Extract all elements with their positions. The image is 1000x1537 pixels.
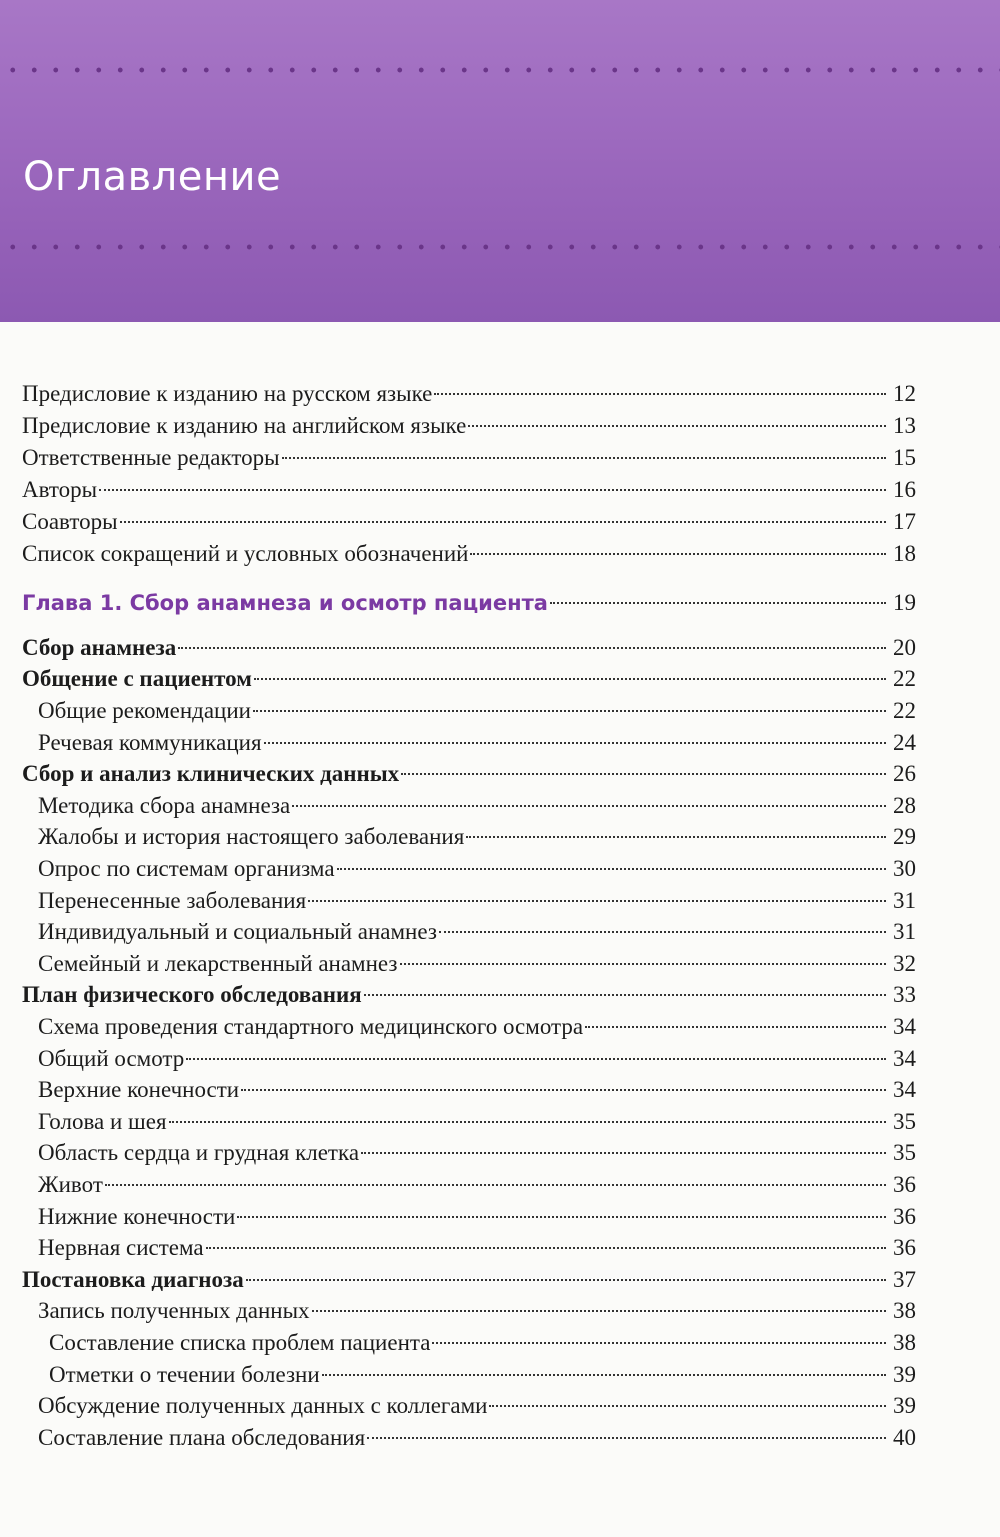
dot-leader <box>254 678 886 680</box>
toc-entry-label: Речевая коммуникация <box>38 730 262 755</box>
toc-entry-page: 34 <box>893 1077 916 1102</box>
toc-entry-label: Составление списка проблем пациента <box>49 1330 431 1355</box>
dotted-border-top <box>0 66 1000 74</box>
toc-entry[interactable] <box>22 506 916 538</box>
toc-entry-page: 22 <box>893 698 916 723</box>
dot-leader <box>400 963 887 965</box>
toc-entry-page: 17 <box>893 509 916 534</box>
toc-entry-page: 30 <box>893 856 916 881</box>
toc-entry-page: 20 <box>893 635 916 660</box>
toc-subsection[interactable] <box>38 1390 916 1422</box>
toc-entry-label: Область сердца и грудная клетка <box>38 1140 360 1165</box>
toc-subsection[interactable] <box>38 1201 916 1233</box>
dot-leader <box>312 1310 886 1312</box>
toc-entry-page: 18 <box>893 541 916 566</box>
header-band <box>0 0 1000 322</box>
toc-entry-page: 37 <box>893 1267 916 1292</box>
dot-leader <box>169 1121 886 1123</box>
dot-leader <box>322 1374 886 1376</box>
dot-leader <box>264 742 886 744</box>
dot-leader <box>246 1279 886 1281</box>
toc-entry-page: 22 <box>893 666 916 691</box>
toc-entry-label: Общение с пациентом <box>22 666 252 691</box>
toc-entry-label: Верхние конечности <box>38 1077 240 1102</box>
toc-entry-page: 31 <box>893 919 916 944</box>
toc-entry-page: 40 <box>893 1425 916 1450</box>
toc-entry-page: 36 <box>893 1204 916 1229</box>
dot-leader <box>292 805 886 807</box>
toc-entry-page: 35 <box>893 1109 916 1134</box>
dot-leader <box>282 457 886 459</box>
toc-entry-page: 34 <box>893 1014 916 1039</box>
dot-leader <box>489 1405 886 1407</box>
toc-entry-label: Предисловие к изданию на русском языке <box>22 381 433 406</box>
toc-entry-page: 15 <box>893 445 916 470</box>
toc-entry[interactable] <box>22 378 916 410</box>
dot-leader <box>367 1437 886 1439</box>
toc-entry-label: Индивидуальный и социальный анамнез <box>38 919 437 944</box>
toc-subsection[interactable] <box>38 790 916 822</box>
toc-entry-page: 24 <box>893 730 916 755</box>
toc-entry-label: Сбор и анализ клинических данных <box>22 761 400 786</box>
toc-entry-label: Сбор анамнеза <box>22 635 177 660</box>
toc-subsection[interactable] <box>38 1295 916 1327</box>
toc-entry-page: 31 <box>893 888 916 913</box>
toc-section[interactable] <box>22 979 916 1011</box>
toc-subsubsection[interactable] <box>49 1359 916 1391</box>
toc-subsection[interactable] <box>38 1011 916 1043</box>
toc-entry-label: Постановка диагноза <box>22 1267 244 1292</box>
toc-section[interactable] <box>22 632 916 664</box>
toc-entry-label: Перенесенные заболевания <box>38 888 307 913</box>
toc-entry-label: Обсуждение полученных данных с коллегами <box>38 1393 488 1418</box>
toc-subsection[interactable] <box>38 1043 916 1075</box>
toc-entry-label: Общие рекомендации <box>38 698 251 723</box>
toc-entry-page: 35 <box>893 1140 916 1165</box>
toc-entry-label: Живот <box>38 1172 103 1197</box>
toc-entry-label: Составление плана обследования <box>38 1425 366 1450</box>
toc-entry-label: Список сокращений и условных обозначений <box>22 541 469 566</box>
toc-entry-page: 13 <box>893 413 916 438</box>
toc-section[interactable] <box>22 758 916 790</box>
toc-entry[interactable] <box>22 442 916 474</box>
toc-subsection[interactable] <box>38 1106 916 1138</box>
toc-entry-label: Опрос по системам организма <box>38 856 335 881</box>
toc-entry-label: Нижние конечности <box>38 1204 236 1229</box>
dot-leader <box>120 521 886 523</box>
toc-entry-label: Запись полученных данных <box>38 1298 310 1323</box>
toc-entry-page: 36 <box>893 1172 916 1197</box>
toc-section[interactable] <box>22 1264 916 1296</box>
toc-subsection[interactable] <box>38 916 916 948</box>
toc-entry-label: Семейный и лекарственный анамнез <box>38 951 398 976</box>
toc-entry-page: 29 <box>893 824 916 849</box>
toc-entry-label: Схема проведения стандартного медицинского осмотра <box>38 1014 584 1039</box>
page-title: Оглавление <box>23 153 282 200</box>
dot-leader <box>178 647 886 649</box>
dot-leader <box>337 868 886 870</box>
dot-leader <box>466 836 886 838</box>
toc-chapter-heading[interactable] <box>22 587 916 619</box>
dot-leader <box>361 1152 886 1154</box>
dot-leader <box>401 773 886 775</box>
toc-subsection[interactable] <box>38 853 916 885</box>
dot-leader <box>105 1184 886 1186</box>
toc-entry-label: Глава 1. Сбор анамнеза и осмотр пациента <box>22 591 548 615</box>
toc-subsection[interactable] <box>38 821 916 853</box>
toc-subsection[interactable] <box>38 695 916 727</box>
dot-leader <box>432 1342 886 1344</box>
toc-entry-label: Методика сбора анамнеза <box>38 793 291 818</box>
toc-entry-label: План физического обследования <box>22 982 362 1007</box>
toc-entry[interactable] <box>22 538 916 570</box>
dot-leader <box>206 1247 886 1249</box>
toc-entry-page: 33 <box>893 982 916 1007</box>
dot-leader <box>470 553 886 555</box>
dot-leader <box>237 1216 886 1218</box>
toc-subsection[interactable] <box>38 948 916 980</box>
toc-entry-page: 39 <box>893 1393 916 1418</box>
toc-entry-label: Ответственные редакторы <box>22 445 280 470</box>
toc-entry-page: 19 <box>893 590 916 615</box>
toc-entry[interactable] <box>22 474 916 506</box>
toc-entry-label: Жалобы и история настоящего заболевания <box>38 824 465 849</box>
toc-subsection[interactable] <box>38 1137 916 1169</box>
toc-subsection[interactable] <box>38 727 916 759</box>
dot-leader <box>308 900 886 902</box>
dot-leader <box>186 1058 886 1060</box>
toc-entry-page: 34 <box>893 1046 916 1071</box>
toc-entry-label: Отметки о течении болезни <box>49 1362 320 1387</box>
toc-entry-page: 39 <box>893 1362 916 1387</box>
dot-leader <box>241 1089 886 1091</box>
toc-subsection[interactable] <box>38 885 916 917</box>
dot-leader <box>434 393 886 395</box>
dot-leader <box>439 931 886 933</box>
dot-leader <box>253 710 886 712</box>
dot-leader <box>585 1026 886 1028</box>
toc-subsection[interactable] <box>38 1074 916 1106</box>
toc-entry[interactable] <box>22 410 916 442</box>
dot-leader <box>468 425 886 427</box>
toc-entry-label: Нервная система <box>38 1235 204 1260</box>
toc-entry-label: Авторы <box>22 477 98 502</box>
dot-leader <box>364 994 886 996</box>
toc-entry-page: 36 <box>893 1235 916 1260</box>
toc-entry-label: Голова и шея <box>38 1109 167 1134</box>
toc-entry-page: 26 <box>893 761 916 786</box>
toc-entry-page: 16 <box>893 477 916 502</box>
toc-subsection[interactable] <box>38 1232 916 1264</box>
toc-section[interactable] <box>22 663 916 695</box>
dotted-border-bottom <box>0 243 1000 251</box>
toc-entry-page: 32 <box>893 951 916 976</box>
toc-entry-label: Соавторы <box>22 509 118 534</box>
dot-leader <box>99 489 886 491</box>
toc-entry-page: 38 <box>893 1298 916 1323</box>
toc-entry-page: 12 <box>893 381 916 406</box>
toc-entry-page: 28 <box>893 793 916 818</box>
toc-subsubsection[interactable] <box>49 1327 916 1359</box>
toc-entry-label: Предисловие к изданию на английском языке <box>22 413 467 438</box>
toc-entry-label: Общий осмотр <box>38 1046 185 1071</box>
toc-subsection[interactable] <box>38 1422 916 1454</box>
dot-leader <box>550 602 886 604</box>
toc-entry-page: 38 <box>893 1330 916 1355</box>
toc-subsection[interactable] <box>38 1169 916 1201</box>
